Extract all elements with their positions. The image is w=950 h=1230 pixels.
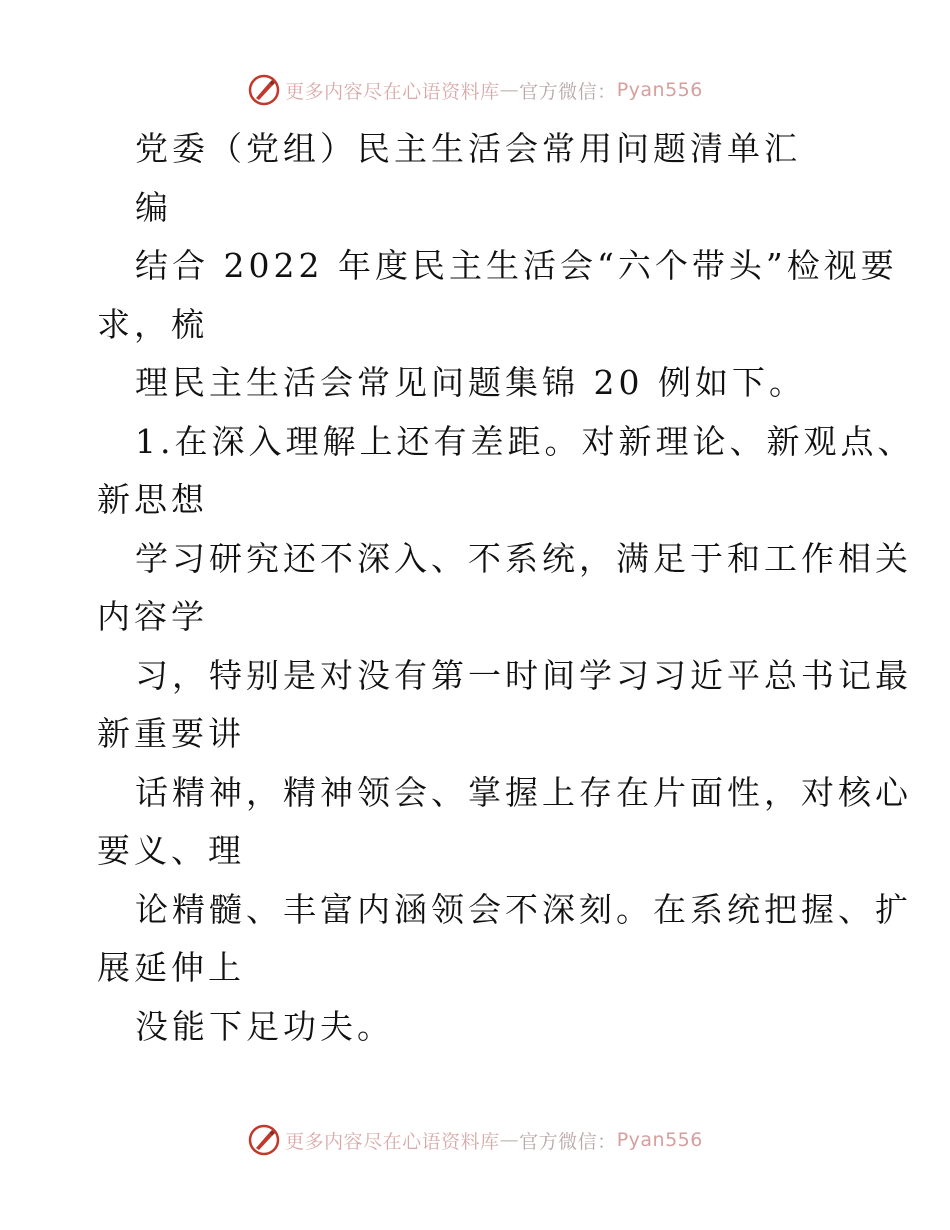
text-line: 1.在深入理解上还有差距。对新理论、新观点、 bbox=[135, 421, 915, 461]
footer-watermark bbox=[0, 1120, 950, 1160]
document-body bbox=[97, 120, 915, 1056]
text-line: 结合 2022 年度民主生活会“六个带头”检视要 bbox=[135, 246, 898, 285]
watermark-site-name: 更多内容尽在心语资料库 bbox=[285, 80, 500, 103]
text-line: 展延伸上 bbox=[97, 948, 245, 987]
watermark-wechat-id: Pyan556 bbox=[616, 79, 703, 101]
watermark-wechat-id: Pyan556 bbox=[616, 1129, 703, 1151]
text-line: 没能下足功夫。 bbox=[135, 1006, 394, 1046]
watermark-wechat-label: 官方微信： bbox=[519, 1130, 617, 1153]
pen-logo-icon bbox=[247, 73, 281, 107]
text-line: 话精神，精神领会、掌握上存在片面性，对核心 bbox=[135, 772, 912, 812]
text-line: 习，特别是对没有第一时间学习习近平总书记最 bbox=[135, 655, 912, 695]
text-line: 理民主生活会常见问题集锦 20 例如下。 bbox=[135, 363, 806, 402]
pen-logo-icon bbox=[247, 1123, 281, 1157]
header-watermark bbox=[0, 70, 950, 110]
text-line: 党委（党组）民主生活会常用问题清单汇 bbox=[135, 129, 801, 168]
text-line: 内容学 bbox=[97, 597, 208, 636]
text-line: 学习研究还不深入、不系统，满足于和工作相关 bbox=[135, 538, 912, 578]
text-line: 要义、理 bbox=[97, 831, 245, 870]
text-line: 求，梳 bbox=[97, 304, 208, 344]
watermark-wechat-label: 官方微信： bbox=[519, 80, 617, 103]
text-line: 论精髓、丰富内涵领会不深刻。在系统把握、扩 bbox=[135, 889, 912, 929]
text-line: 新重要讲 bbox=[97, 714, 245, 753]
text-line: 编 bbox=[135, 187, 172, 227]
watermark-dash: — bbox=[499, 1129, 520, 1151]
text-line: 新思想 bbox=[97, 480, 208, 519]
watermark-site-name: 更多内容尽在心语资料库 bbox=[285, 1130, 500, 1153]
watermark-dash: — bbox=[499, 79, 520, 101]
